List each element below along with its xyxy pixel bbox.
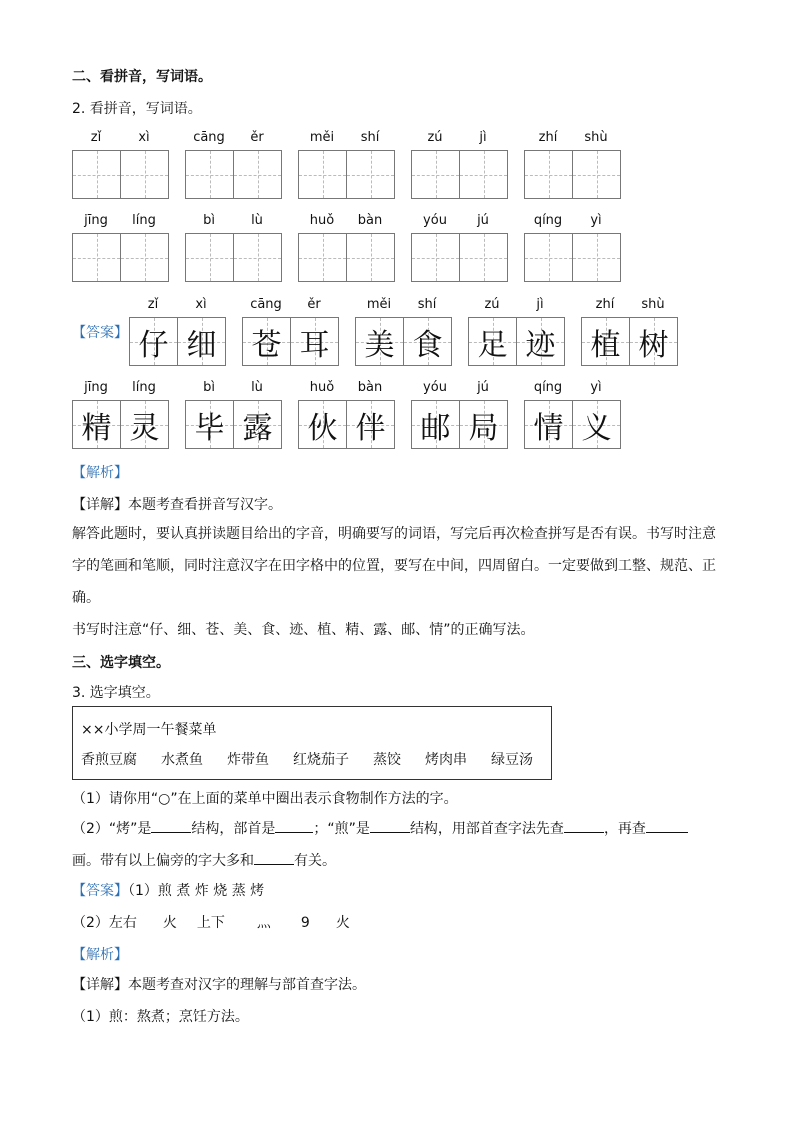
pinyin: yóu (423, 213, 447, 228)
answer-char: 伙 (307, 410, 338, 446)
pinyin: qíng (533, 380, 563, 395)
answer-char: 情 (533, 410, 564, 446)
question-3-label: 3. 选字填空。 (72, 685, 160, 701)
answer-char: 义 (581, 410, 612, 446)
analysis-tag: 【解析】 (72, 465, 128, 481)
pinyin: shù (584, 130, 608, 145)
answer-3-2-items (109, 915, 350, 931)
pinyin: měi (366, 297, 392, 312)
answer-char: 仔 (138, 327, 169, 363)
pinyin: cāng (250, 297, 282, 312)
answer-char: 邮 (420, 410, 451, 446)
q2-part-7: 有关。 (294, 853, 336, 869)
answer-cell (525, 401, 573, 448)
pinyin: jì (479, 130, 487, 145)
pinyin: qíng (533, 213, 563, 228)
q2-part-5: ，再查 (603, 821, 646, 837)
explanation-line-1: 解答此题时，要认真拼读题目给出的字音，明确要写的词语，写完后再次检查拼写是否有误。书写时注意 (72, 526, 716, 542)
answer-cell (234, 401, 281, 448)
q2-part-2: 结构，部首是 (191, 821, 276, 837)
answer-char: 树 (638, 327, 669, 363)
writing-cell[interactable] (347, 234, 394, 281)
answer-cell (356, 318, 404, 365)
detail-3-text: 【详解】本题考查对汉字的理解与部首查字法。 (72, 977, 366, 993)
explanation-line-2: 字的笔画和笔顺，同时注意汉字在田字格中的位置，要写在中间，四周留白。一定要做到工整、规范、正 (72, 558, 716, 574)
answer-tag: 【答案】 (72, 325, 128, 341)
answer-3-1: （1）煎 煮 炸 烧 蒸 烤 (128, 883, 265, 899)
pinyin: jīng (84, 213, 108, 228)
answer-3-line-2 (72, 912, 350, 932)
pinyin: bì (203, 213, 215, 228)
answer-char: 食 (412, 327, 443, 363)
pinyin: huǒ (309, 213, 335, 228)
blank-radical[interactable] (275, 818, 313, 833)
answer-cell (469, 318, 517, 365)
menu-title: ××小学周一午餐菜单 (81, 722, 217, 738)
answer-cell (460, 401, 507, 448)
answer-3-line-1 (72, 880, 264, 900)
answer-cell (630, 318, 677, 365)
explanation-line-3: 确。 (72, 590, 100, 606)
answer-char: 迹 (525, 327, 556, 363)
pinyin: bì (203, 380, 215, 395)
question-3-2-line-2 (72, 850, 336, 870)
answer-char: 美 (364, 327, 395, 363)
answer-cell (130, 318, 178, 365)
q2-part-4: 结构，用部首查字法先查 (409, 821, 564, 837)
pinyin: zhí (595, 297, 615, 312)
answer-cell (121, 401, 168, 448)
pinyin: zǐ (147, 297, 159, 312)
pinyin: ěr (250, 130, 264, 145)
writing-cell[interactable] (186, 151, 234, 198)
question-3-2-line-1 (72, 818, 688, 838)
pinyin: jú (477, 380, 489, 395)
pinyin: líng (132, 380, 156, 395)
pinyin: yì (590, 380, 602, 395)
writing-cell[interactable] (525, 234, 573, 281)
pinyin: zú (484, 297, 500, 312)
blank-structure-1[interactable] (151, 818, 191, 833)
writing-cell[interactable] (299, 234, 347, 281)
writing-cell[interactable] (234, 234, 281, 281)
writing-cell[interactable] (525, 151, 573, 198)
pinyin: líng (132, 213, 156, 228)
question-2-label: 2. 看拼音，写词语。 (72, 101, 202, 117)
menu-item: 香煎豆腐 (81, 752, 137, 768)
answer-char: 灵 (129, 410, 160, 446)
blank-stroke-count[interactable] (646, 818, 688, 833)
pinyin: bàn (357, 213, 383, 228)
pinyin: shí (360, 130, 380, 145)
menu-item: 炸带鱼 (227, 752, 269, 768)
answer-cell (178, 318, 225, 365)
pinyin: zǐ (90, 130, 102, 145)
answer-3-2-item: 左右 (108, 915, 137, 931)
answer-3-2-item: 火 (335, 915, 350, 931)
pinyin: zhí (538, 130, 558, 145)
answer-cell (412, 401, 460, 448)
answer-3-2-item: 火 (162, 915, 177, 931)
blank-related[interactable] (254, 850, 294, 865)
pinyin: cāng (193, 130, 225, 145)
answer-char: 伴 (355, 410, 386, 446)
section-3-heading: 三、选字填空。 (72, 655, 170, 671)
question-3-1: （1）请你用“○”在上面的菜单中圈出表示食物制作方法的字。 (72, 791, 458, 807)
q2-part-6: 画。带有以上偏旁的字大多和 (72, 853, 254, 869)
writing-cell[interactable] (73, 234, 121, 281)
answer-cell (291, 318, 338, 365)
writing-cell[interactable] (460, 151, 507, 198)
answer-3-2-item: 灬 (256, 915, 271, 931)
menu-item: 绿豆汤 (491, 752, 533, 768)
pinyin: bàn (357, 380, 383, 395)
pinyin: shí (417, 297, 437, 312)
answer-char: 露 (242, 410, 273, 446)
writing-cell[interactable] (573, 151, 620, 198)
pinyin: xì (138, 130, 150, 145)
pinyin: shù (641, 297, 665, 312)
answer-cell (186, 401, 234, 448)
pinyin: lù (251, 380, 263, 395)
menu-item: 红烧茄子 (293, 752, 349, 768)
menu-item: 烤肉串 (425, 752, 467, 768)
answer-3-2-label: （2） (72, 915, 109, 931)
pinyin: zú (427, 130, 443, 145)
answer-char: 精 (81, 410, 112, 446)
detail-text: 【详解】本题考查看拼音写汉字。 (72, 497, 282, 513)
writing-cell[interactable] (186, 234, 234, 281)
section-2-heading: 二、看拼音，写词语。 (72, 69, 212, 85)
writing-cell[interactable] (573, 234, 620, 281)
blank-structure-2[interactable] (370, 818, 410, 833)
answer-char: 细 (186, 327, 217, 363)
answer-cell (347, 401, 394, 448)
answer-3-2-item: 上下 (196, 915, 225, 931)
answer-char: 苍 (251, 327, 282, 363)
writing-cell[interactable] (412, 234, 460, 281)
answer-cell (582, 318, 630, 365)
answer-char: 足 (477, 327, 508, 363)
answer-cell (243, 318, 291, 365)
blank-first-lookup[interactable] (564, 818, 604, 833)
pinyin: jì (536, 297, 544, 312)
writing-cell[interactable] (73, 151, 121, 198)
pinyin: jú (477, 213, 489, 228)
answer-cell (573, 401, 620, 448)
pinyin: yóu (423, 380, 447, 395)
pinyin: yì (590, 213, 602, 228)
pinyin: huǒ (309, 380, 335, 395)
pinyin: měi (309, 130, 335, 145)
answer-3-tag: 【答案】 (72, 883, 128, 899)
answer-char: 毕 (194, 410, 225, 446)
answer-cell (404, 318, 451, 365)
pinyin: xì (195, 297, 207, 312)
menu-item: 水煮鱼 (161, 752, 203, 768)
writing-cell[interactable] (460, 234, 507, 281)
writing-note: 书写时注意“仔、细、苍、美、食、迹、植、精、露、邮、情”的正确写法。 (72, 622, 535, 638)
answer-char: 局 (468, 410, 499, 446)
answer-cell (73, 401, 121, 448)
analysis-3-tag: 【解析】 (72, 947, 128, 963)
answer-char: 植 (590, 327, 621, 363)
pinyin: ěr (307, 297, 321, 312)
answer-3-2-item: 9 (300, 915, 310, 931)
writing-cell[interactable] (299, 151, 347, 198)
q2-part-3: ；“煎”是 (313, 821, 370, 837)
writing-cell[interactable] (234, 151, 281, 198)
pinyin: jīng (84, 380, 108, 395)
q2-part-1: （2）“烤”是 (72, 821, 152, 837)
writing-cell[interactable] (347, 151, 394, 198)
answer-cell (299, 401, 347, 448)
menu-items (81, 749, 557, 769)
explanation-3-1: （1）煎：熬煮；烹饪方法。 (72, 1009, 249, 1025)
writing-cell[interactable] (121, 151, 168, 198)
answer-cell (517, 318, 564, 365)
menu-box (72, 706, 552, 780)
writing-cell[interactable] (412, 151, 460, 198)
answer-char: 耳 (299, 327, 330, 363)
pinyin: lù (251, 213, 263, 228)
writing-cell[interactable] (121, 234, 168, 281)
menu-item: 蒸饺 (373, 752, 401, 768)
